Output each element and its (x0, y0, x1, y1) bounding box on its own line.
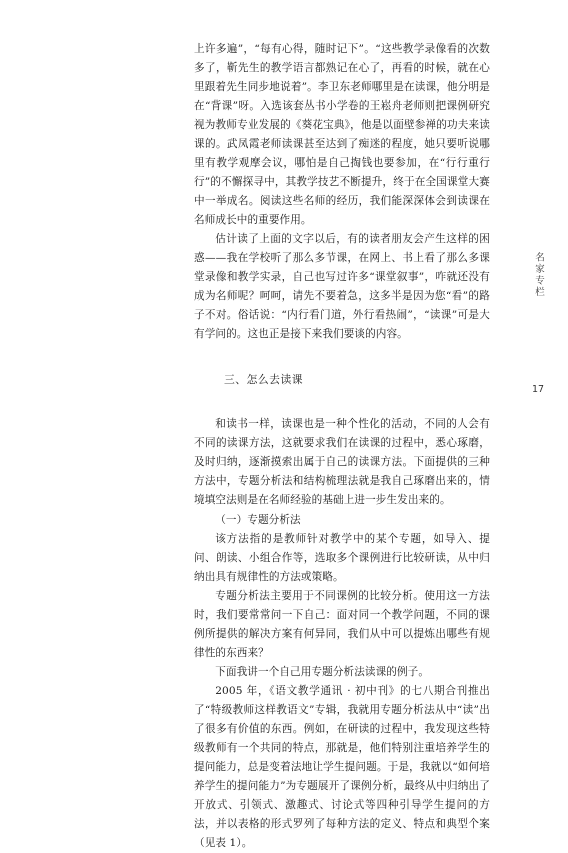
section-heading: 三、怎么去读课 (224, 373, 304, 386)
paragraph: 和读书一样，读课也是一种个性化的活动，不同的人会有不同的读课方法，这就要求我们在读课的过程中，悉心琢磨，及时归纳，逐渐摸索出属于自己的读课方法。下面提供的三种方法中，专题分析法和结构梳理法就是我自己琢磨出来的，情境填空法则是在名师经验的基础上进一步生发出来的。 (194, 418, 490, 506)
article-body (194, 40, 490, 853)
paragraph: 估计读了上面的文字以后，有的读者朋友会产生这样的困惑——我在学校听了那么多节课，在网上、书上看了那么多课堂录像和教学实录，自己也写过许多“课堂叙事”，咋就还没有成为名师呢？呵呵，请先不要着急，这多半是因为您“看”的路子不对。俗话说：“内行看门道，外行看热闹”，“读课”可是大有学问的。这也正是接下来我们要谈的内容。 (194, 233, 490, 340)
column-name: 名家专栏 (533, 252, 544, 298)
paragraph: 该方法指的是教师针对教学中的某个专题，如导入、提问、朗读、小组合作等，选取多个课例进行比较研读，从中归纳出具有规律性的方法或策略。 (194, 533, 490, 583)
page-number: 17 (531, 384, 545, 395)
paragraph: 下面我讲一个自己用专题分析法读课的例子。 (215, 666, 430, 678)
paragraph: 专题分析法主要用于不同课例的比较分析。使用这一方法时，我们要常常问一下自己：面对同一个教学问题，不同的课例所提供的解决方案有何异同，我们从中可以提炼出哪些有规律性的东西来？ (194, 590, 490, 659)
paragraph: 2005 年，《语文教学通讯 · 初中刊》的七八期合刊推出了“特级教师这样教语文”专辑，我就用专题分析法从中“读”出了很多有价值的东西。例如，在研读的过程中，我发现这些特级教师有一个共同的特点，那就是，他们特别注重培养学生的提问能力，总是变着法地让学生提问题。于是，我就以“如何培养学生的提问能力”为专题展开了课例分析，最终从中归纳出了开放式、引领式、激趣式、讨论式等四种引导学生提问的方法，并以表格的形式罗列了每种方法的定义、特点和典型个案（见表 1）。 (194, 685, 490, 849)
subsection-heading: （一）专题分析法 (215, 514, 301, 526)
paragraph-continued: 上许多遍”，“每有心得，随时记下”。“这些教学录像看的次数多了，靳先生的教学语言都熟记在心了，再看的时候，就在心里跟着先生同步地说着”。李卫东老师哪里是在读课，他分明是在“背课”呀。入选该套丛书小学卷的王崧舟老师则把课例研究视为教师专业发展的《葵花宝典》，他是以面壁参禅的功夫来读课的。武凤霞老师读课甚至达到了痴迷的程度，她只要听说哪里有教学观摩会议，哪怕是自己掏钱也要参加，在“行行重行行”的不懈探寻中，其教学技艺不断提升，终于在全国课堂大赛中一举成名。阅读这些名师的经历，我们能深深体会到读课在名师成长中的重要作用。 (194, 43, 490, 226)
